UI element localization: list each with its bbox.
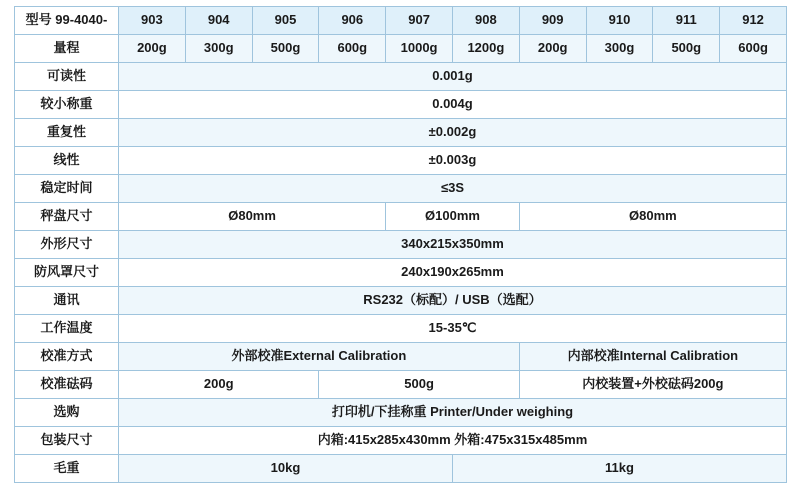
row-label-pan-size: 秤盘尺寸 [15, 203, 119, 231]
table-row [15, 119, 787, 147]
row-label-capacity: 量程 [15, 35, 119, 63]
model-column-905: 905 [252, 7, 319, 35]
pan-size-value-2: Ø100mm [386, 203, 520, 231]
capacity-907: 1000g [386, 35, 453, 63]
table-row [15, 147, 787, 175]
dimensions-value: 340x215x350mm [119, 231, 787, 259]
model-column-907: 907 [386, 7, 453, 35]
communication-value: RS232（标配）/ USB（选配） [119, 287, 787, 315]
row-label-communication: 通讯 [15, 287, 119, 315]
capacity-911: 500g [653, 35, 720, 63]
operating-temperature-value: 15-35℃ [119, 315, 787, 343]
row-label-readability: 可读性 [15, 63, 119, 91]
model-column-906: 906 [319, 7, 386, 35]
table-header-row [15, 7, 787, 35]
table-row [15, 175, 787, 203]
row-label-operating-temperature: 工作温度 [15, 315, 119, 343]
row-label-calibration-method: 校准方式 [15, 343, 119, 371]
capacity-906: 600g [319, 35, 386, 63]
capacity-908: 1200g [452, 35, 519, 63]
model-column-912: 912 [720, 7, 787, 35]
model-column-910: 910 [586, 7, 653, 35]
capacity-903: 200g [119, 35, 186, 63]
pan-size-value-3: Ø80mm [519, 203, 786, 231]
model-column-903: 903 [119, 7, 186, 35]
table-row [15, 287, 787, 315]
model-label-cell: 型号 99-4040- [15, 7, 119, 35]
stabilization-time-value: ≤3S [119, 175, 787, 203]
model-column-904: 904 [185, 7, 252, 35]
model-column-909: 909 [519, 7, 586, 35]
capacity-910: 300g [586, 35, 653, 63]
row-label-options: 选购 [15, 399, 119, 427]
row-label-min-weight: 较小称重 [15, 91, 119, 119]
repeatability-value: ±0.002g [119, 119, 787, 147]
calibration-weight-200g: 200g [119, 371, 319, 399]
row-label-draft-shield-size: 防风罩尺寸 [15, 259, 119, 287]
packing-size-value: 内箱:415x285x430mm 外箱:475x315x485mm [119, 427, 787, 455]
table-row [15, 91, 787, 119]
model-column-908: 908 [452, 7, 519, 35]
row-label-stabilization-time: 稳定时间 [15, 175, 119, 203]
table-row [15, 259, 787, 287]
model-column-911: 911 [653, 7, 720, 35]
table-row [15, 315, 787, 343]
row-label-linearity: 线性 [15, 147, 119, 175]
calibration-weight-500g: 500g [319, 371, 519, 399]
row-label-packing-size: 包装尺寸 [15, 427, 119, 455]
table-row [15, 35, 787, 63]
capacity-904: 300g [185, 35, 252, 63]
calibration-method-external: 外部校准External Calibration [119, 343, 520, 371]
gross-weight-10kg: 10kg [119, 455, 453, 483]
calibration-weight-internal: 内校装置+外校砝码200g [519, 371, 786, 399]
table-row [15, 427, 787, 455]
table-row [15, 455, 787, 483]
table-row [15, 371, 787, 399]
readability-value: 0.001g [119, 63, 787, 91]
capacity-909: 200g [519, 35, 586, 63]
min-weight-value: 0.004g [119, 91, 787, 119]
specification-table [14, 6, 787, 483]
pan-size-value-1: Ø80mm [119, 203, 386, 231]
options-value: 打印机/下挂称重 Printer/Under weighing [119, 399, 787, 427]
row-label-gross-weight: 毛重 [15, 455, 119, 483]
table-row [15, 399, 787, 427]
linearity-value: ±0.003g [119, 147, 787, 175]
capacity-905: 500g [252, 35, 319, 63]
gross-weight-11kg: 11kg [452, 455, 786, 483]
table-row [15, 231, 787, 259]
row-label-repeatability: 重复性 [15, 119, 119, 147]
calibration-method-internal: 内部校准Internal Calibration [519, 343, 786, 371]
capacity-912: 600g [720, 35, 787, 63]
table-row [15, 343, 787, 371]
row-label-calibration-weight: 校准砝码 [15, 371, 119, 399]
table-row [15, 203, 787, 231]
draft-shield-size-value: 240x190x265mm [119, 259, 787, 287]
row-label-dimensions: 外形尺寸 [15, 231, 119, 259]
table-row [15, 63, 787, 91]
